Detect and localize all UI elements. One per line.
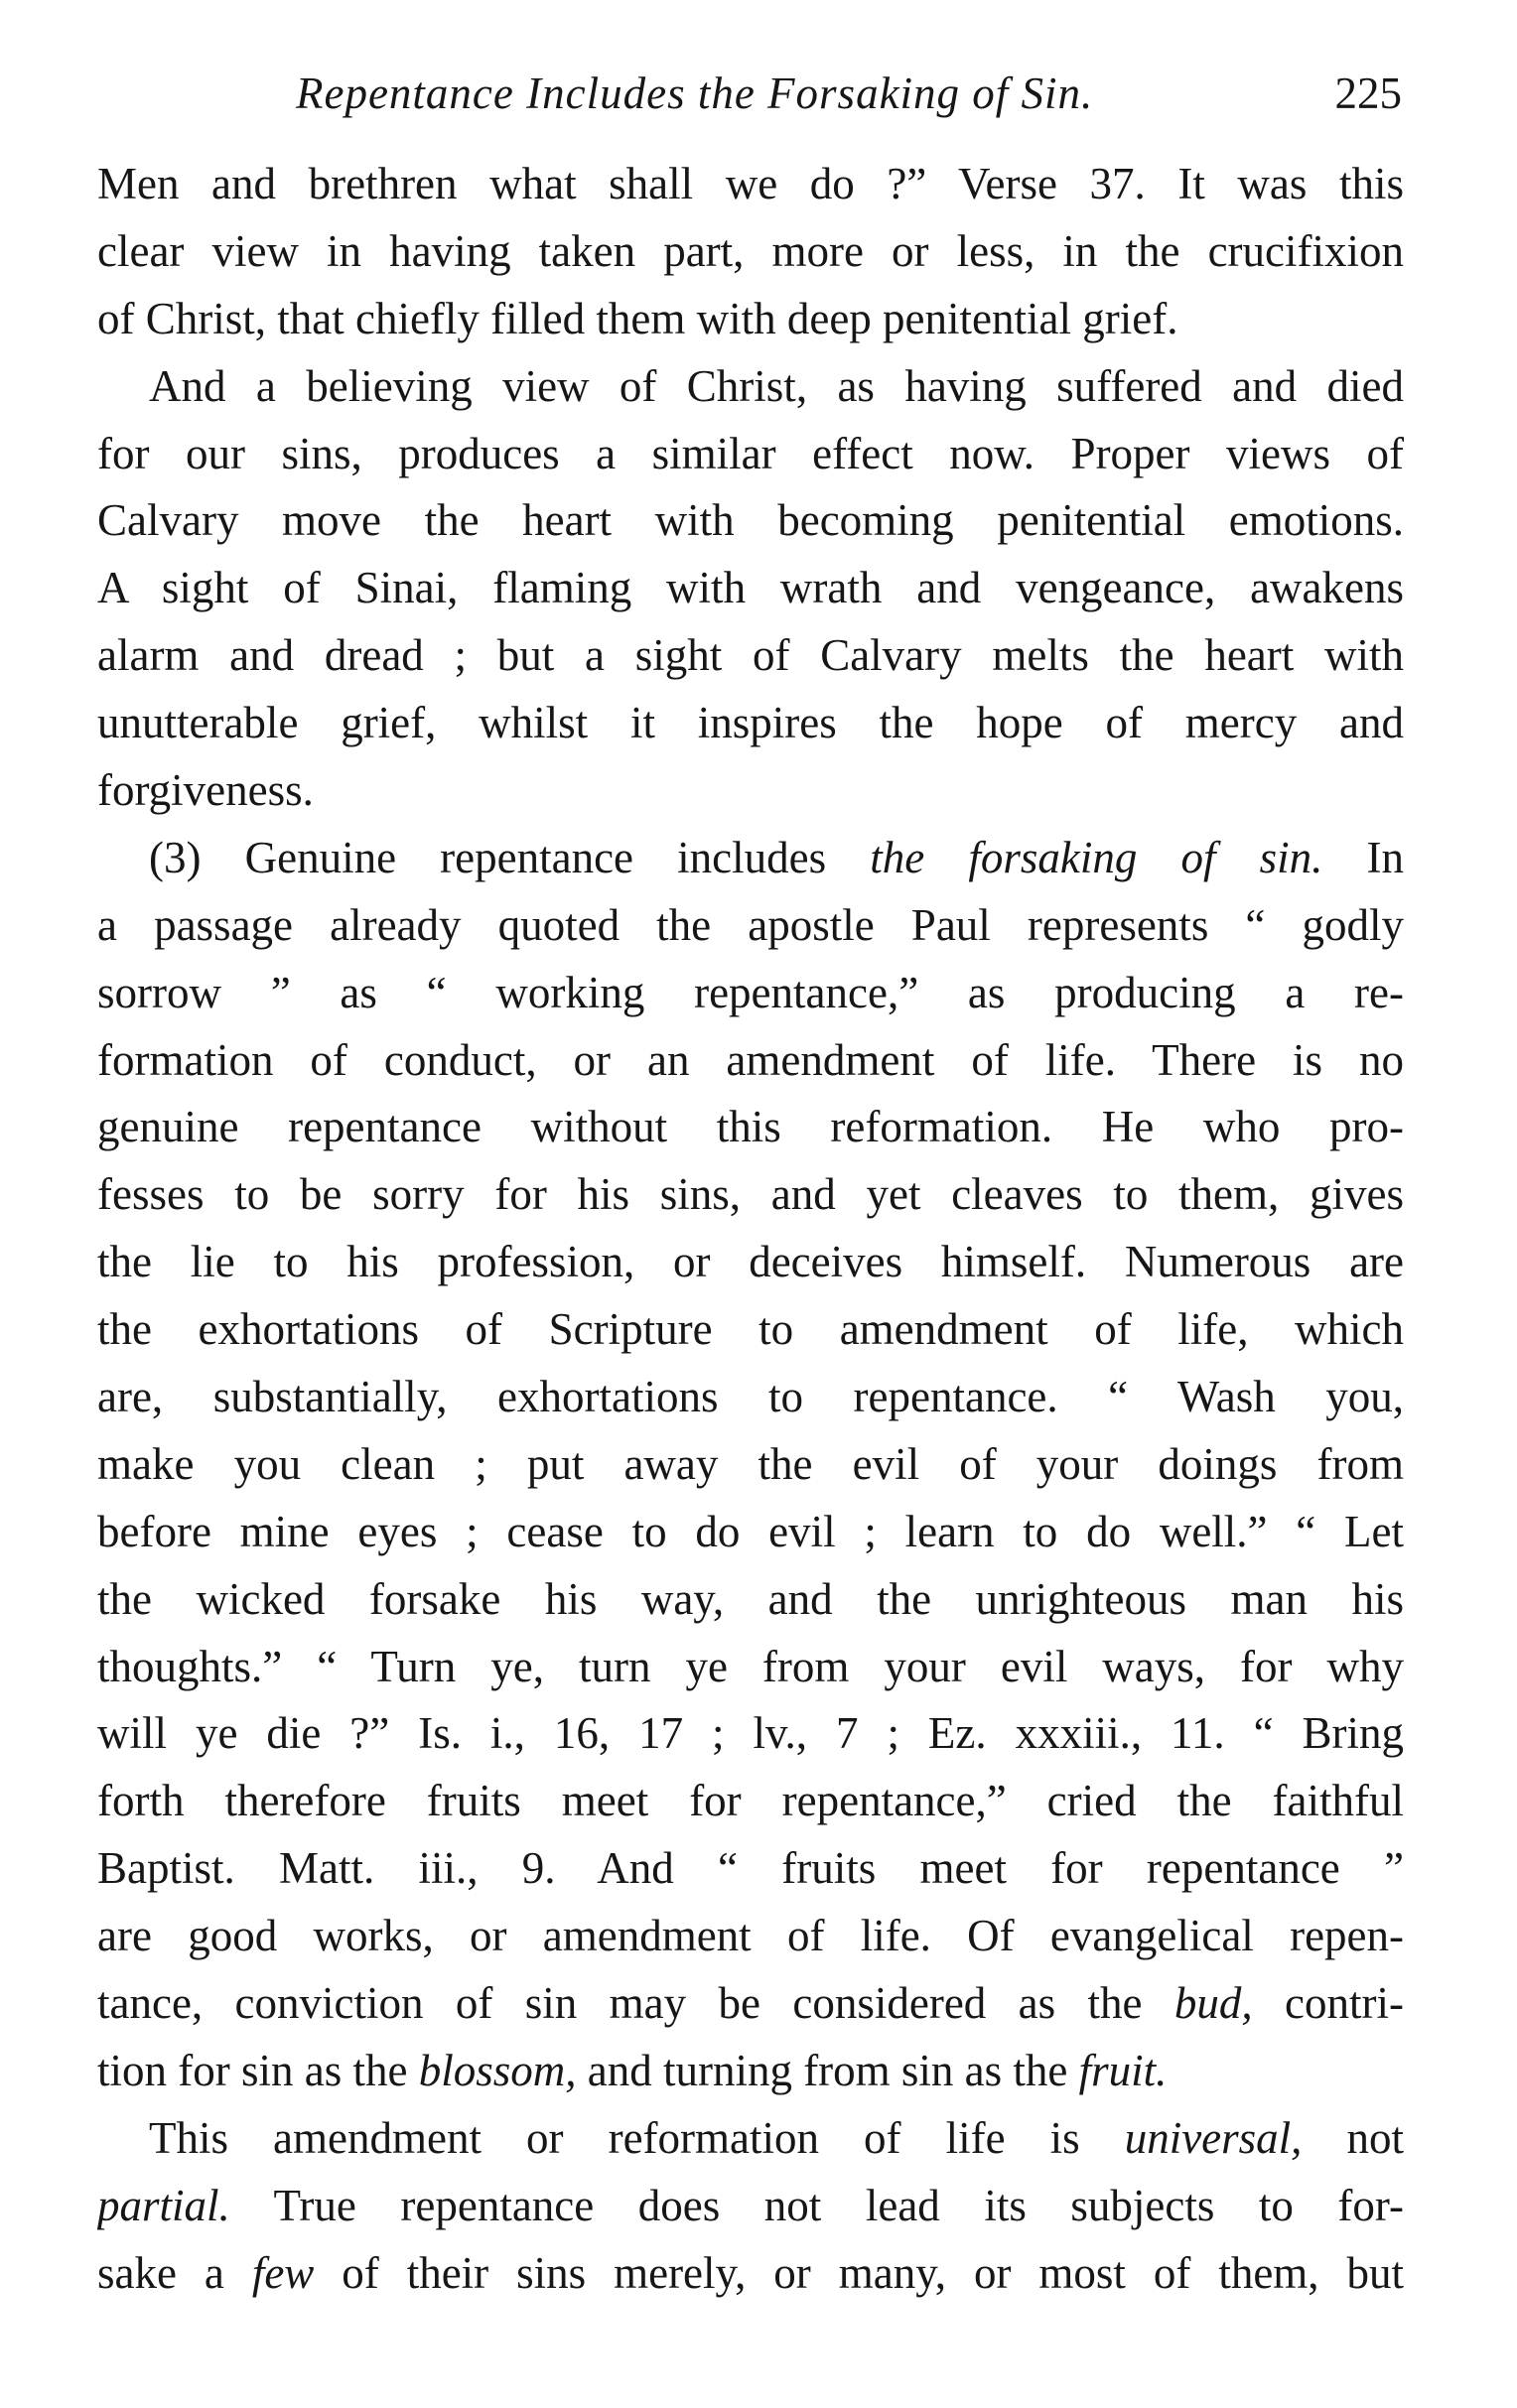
text-segment: the lie to his profession, or deceives himself. Numerous are xyxy=(97,1237,1404,1287)
text-segment: and turning from sin as the xyxy=(576,2045,1079,2095)
text-segment: formation of conduct, or an amendment of life. There is no xyxy=(97,1034,1404,1085)
text-line xyxy=(97,2105,1404,2173)
text-line xyxy=(97,892,1404,960)
text-line xyxy=(97,1364,1404,1431)
text-line xyxy=(97,960,1404,1027)
italic-text: few xyxy=(251,2247,315,2298)
text-line xyxy=(97,487,1404,555)
text-segment: And a believing view of Christ, as having suffered and died xyxy=(149,360,1404,411)
text-segment: the exhortations of Scripture to amendment of life, which xyxy=(97,1304,1404,1355)
text-line xyxy=(97,1499,1404,1566)
text-segment: unutterable grief, whilst it inspires the hope of mercy and xyxy=(97,698,1404,748)
running-title: Repentance Includes the Forsaking of Sin. xyxy=(296,68,1094,118)
text-line xyxy=(97,1835,1404,1903)
italic-text: blossom, xyxy=(418,2045,577,2095)
text-line xyxy=(97,353,1404,421)
text-segment: forth therefore fruits meet for repentance,” cried the faithful xyxy=(97,1776,1404,1826)
text-line xyxy=(97,1229,1404,1296)
text-line xyxy=(97,757,1404,825)
text-segment: the wicked forsake his way, and the unrighteous man his xyxy=(97,1573,1404,1624)
page-number: 225 xyxy=(1334,68,1402,118)
text-segment: genuine repentance without this reformation. He who pro- xyxy=(97,1102,1404,1152)
italic-text: the forsaking of sin. xyxy=(870,832,1323,882)
text-line xyxy=(97,1700,1404,1768)
text-segment: tion for sin as the xyxy=(97,2045,419,2095)
text-line xyxy=(97,1566,1404,1634)
text-line xyxy=(97,1634,1404,1701)
text-segment: before mine eyes ; cease to do evil ; learn to do well.” “ Let xyxy=(97,1506,1404,1556)
italic-text: universal, xyxy=(1124,2112,1303,2163)
text-segment: clear view in having taken part, more or less, in the crucifixion xyxy=(97,225,1404,276)
text-line xyxy=(97,2240,1404,2308)
text-segment: will ye die ?” Is. i., 16, 17 ; lv., 7 ; Ez. xxxiii., 11. “ Bring xyxy=(97,1708,1404,1759)
text-segment: contri- xyxy=(1252,1978,1404,2029)
text-segment: tance, conviction of sin may be considered as the xyxy=(97,1978,1174,2029)
text-segment: Calvary move the heart with becoming penitential emotions. xyxy=(97,495,1404,546)
text-segment: a passage already quoted the apostle Paul represents “ godly xyxy=(97,899,1404,950)
text-line xyxy=(97,555,1404,622)
italic-text: partial. xyxy=(97,2180,230,2230)
text-segment: sorrow ” as “ working repentance,” as producing a re- xyxy=(97,967,1404,1017)
text-line xyxy=(97,1970,1404,2038)
text-segment: In xyxy=(1322,832,1404,882)
text-segment: (3) Genuine repentance includes xyxy=(149,832,871,882)
italic-text: fruit. xyxy=(1078,2045,1168,2095)
text-segment: True repentance does not lead its subjects to for- xyxy=(229,2180,1404,2230)
text-line xyxy=(97,286,1404,353)
text-line xyxy=(97,2173,1404,2240)
text-line xyxy=(97,1161,1404,1229)
book-page xyxy=(97,58,1404,2308)
body-text xyxy=(97,151,1404,2308)
text-line xyxy=(97,1027,1404,1095)
text-segment: Men and brethren what shall we do ?” Verse 37. It was this xyxy=(97,159,1404,208)
italic-text: bud, xyxy=(1173,1978,1253,2029)
text-line xyxy=(97,1903,1404,1970)
text-segment: are good works, or amendment of life. Of evangelical repen- xyxy=(97,1911,1404,1961)
text-segment: A sight of Sinai, flaming with wrath and vengeance, awakens xyxy=(97,563,1404,613)
running-head xyxy=(97,58,1404,137)
text-segment: for our sins, produces a similar effect now. Proper views of xyxy=(97,428,1404,478)
text-line xyxy=(97,622,1404,690)
text-segment: sake a xyxy=(97,2247,252,2298)
text-segment: thoughts.” “ Turn ye, turn ye from your evil ways, for why xyxy=(97,1641,1404,1691)
text-line xyxy=(97,421,1404,488)
text-line xyxy=(97,2038,1404,2105)
text-segment: not xyxy=(1302,2112,1404,2163)
text-segment: of their sins merely, or many, or most of them, but xyxy=(314,2247,1404,2298)
text-segment: This amendment or reformation of life is xyxy=(149,2112,1125,2163)
text-segment: of Christ, that chiefly filled them with deep penitential grief. xyxy=(97,293,1178,343)
text-line xyxy=(97,151,1404,218)
text-segment: make you clean ; put away the evil of your doings from xyxy=(97,1438,1404,1489)
text-line xyxy=(97,690,1404,757)
text-segment: alarm and dread ; but a sight of Calvary melts the heart with xyxy=(97,630,1404,681)
text-segment: forgiveness. xyxy=(97,765,314,816)
text-line xyxy=(97,1094,1404,1161)
text-line xyxy=(97,1431,1404,1499)
text-line xyxy=(97,825,1404,892)
text-line xyxy=(97,218,1404,286)
text-segment: fesses to be sorry for his sins, and yet cleaves to them, gives xyxy=(97,1169,1404,1220)
text-segment: are, substantially, exhortations to repentance. “ Wash you, xyxy=(97,1372,1404,1422)
text-line xyxy=(97,1296,1404,1364)
text-segment: Baptist. Matt. iii., 9. And “ fruits meet for repentance ” xyxy=(97,1843,1404,1894)
text-line xyxy=(97,1768,1404,1835)
